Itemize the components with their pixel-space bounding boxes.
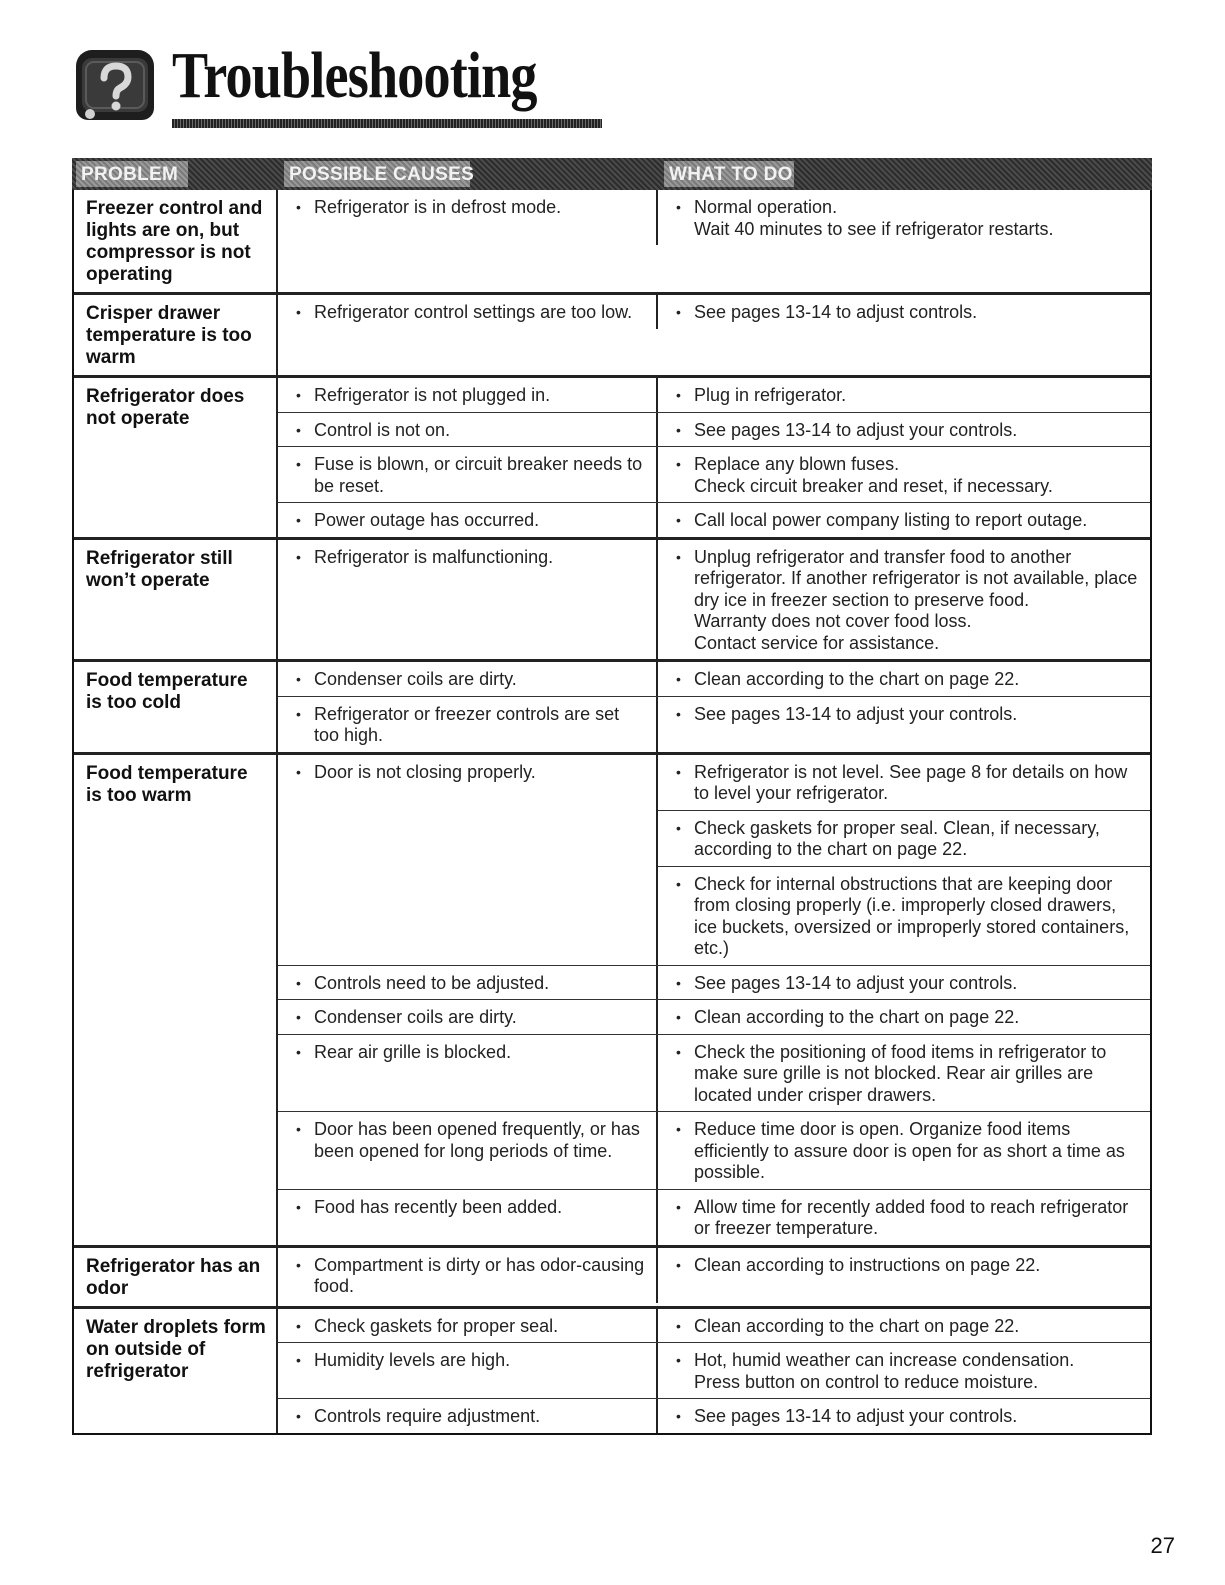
cause-text: Control is not on. bbox=[314, 419, 451, 440]
table-row bbox=[278, 1342, 1150, 1398]
page-title: Troubleshooting bbox=[172, 39, 537, 112]
todo-item bbox=[676, 547, 1140, 655]
cause-cell bbox=[278, 503, 658, 537]
cause-item bbox=[296, 1316, 646, 1338]
table-row bbox=[278, 1034, 1150, 1112]
cause-text: Rear air grille is blocked. bbox=[314, 1041, 512, 1062]
table-row bbox=[278, 1309, 1150, 1343]
todo-text: See pages 13-14 to adjust your controls. bbox=[694, 1406, 1018, 1426]
problem-rows bbox=[278, 295, 1150, 375]
problem-group bbox=[74, 659, 1150, 752]
todo-text: Refrigerator is not level. See page 8 for details on how to level your refrigerator. bbox=[694, 761, 1128, 803]
todo-item bbox=[676, 197, 1140, 240]
todo-item bbox=[676, 1255, 1140, 1277]
table-row bbox=[278, 810, 1150, 866]
problem-label: Water droplets form on outside of refrigerator bbox=[74, 1309, 278, 1433]
cause-text: Power outage has occurred. bbox=[314, 510, 540, 530]
cause-item bbox=[296, 762, 646, 784]
cause-item bbox=[296, 420, 646, 442]
cause-text: Controls need to be adjusted. bbox=[314, 972, 550, 993]
table-row bbox=[278, 540, 1150, 660]
cause-cell bbox=[278, 697, 658, 752]
table-body bbox=[72, 190, 1152, 1435]
cause-text: Refrigerator is malfunctioning. bbox=[314, 546, 554, 567]
cause-cell bbox=[278, 378, 658, 412]
cause-text: Door has been opened frequently, or has been opened for long periods of time. bbox=[314, 1119, 640, 1161]
todo-text: Check gaskets for proper seal. Clean, if necessary, according to the chart on page 22. bbox=[694, 817, 1100, 859]
problem-rows bbox=[278, 1309, 1150, 1433]
todo-item bbox=[676, 973, 1140, 995]
question-mark-icon bbox=[76, 50, 154, 120]
todo-cell bbox=[658, 755, 1150, 810]
todo-text: Clean according to the chart on page 22. bbox=[694, 669, 1020, 689]
todo-item bbox=[676, 874, 1140, 960]
todo-item bbox=[676, 385, 1140, 407]
cause-text: Food has recently been added. bbox=[314, 1196, 563, 1217]
cause-item bbox=[296, 454, 646, 497]
todo-text: See pages 13-14 to adjust your controls. bbox=[694, 703, 1018, 724]
todo-text: Normal operation. Wait 40 minutes to see if refrigerator restarts. bbox=[694, 197, 1054, 239]
table-row bbox=[278, 755, 1150, 810]
todo-cell bbox=[658, 1309, 1150, 1343]
problem-label: Food temperature is too warm bbox=[74, 755, 278, 1245]
table-row bbox=[278, 446, 1150, 502]
cause-cell bbox=[278, 1309, 658, 1343]
cause-item bbox=[296, 1255, 646, 1298]
problem-group bbox=[74, 537, 1150, 660]
table-row bbox=[278, 866, 1150, 965]
cause-item bbox=[296, 704, 646, 747]
cause-text: Refrigerator control settings are too low. bbox=[314, 302, 633, 322]
cause-cell bbox=[278, 1343, 658, 1398]
problem-group bbox=[74, 292, 1150, 375]
table-row bbox=[278, 965, 1150, 1000]
todo-item bbox=[676, 1042, 1140, 1107]
cause-item bbox=[296, 1007, 646, 1029]
todo-cell bbox=[658, 190, 1150, 245]
todo-item bbox=[676, 1197, 1140, 1240]
problem-label: Crisper drawer temperature is too warm bbox=[74, 295, 278, 375]
todo-cell bbox=[658, 1190, 1150, 1245]
cause-cell bbox=[278, 540, 658, 660]
problem-label: Refrigerator does not operate bbox=[74, 378, 278, 537]
todo-cell bbox=[658, 378, 1150, 412]
todo-cell bbox=[658, 1035, 1150, 1112]
cause-cell bbox=[278, 810, 658, 866]
todo-cell bbox=[658, 413, 1150, 447]
problem-group bbox=[74, 375, 1150, 537]
cause-text: Refrigerator is not plugged in. bbox=[314, 385, 551, 405]
todo-cell bbox=[658, 697, 1150, 752]
table-row bbox=[278, 696, 1150, 752]
cause-item bbox=[296, 510, 646, 532]
problem-label: Freezer control and lights are on, but compressor is not operating bbox=[74, 190, 278, 292]
cause-cell bbox=[278, 447, 658, 502]
todo-cell bbox=[658, 1399, 1150, 1433]
cause-text: Condenser coils are dirty. bbox=[314, 1007, 517, 1027]
cause-cell bbox=[278, 1035, 658, 1112]
table-row bbox=[278, 190, 1150, 245]
todo-cell bbox=[658, 295, 1150, 329]
todo-item bbox=[676, 1119, 1140, 1184]
todo-text: See pages 13-14 to adjust your controls. bbox=[694, 972, 1018, 993]
todo-cell bbox=[658, 866, 1150, 965]
problem-group bbox=[74, 1245, 1150, 1306]
cause-cell bbox=[278, 866, 658, 965]
todo-cell bbox=[658, 1000, 1150, 1034]
problem-rows bbox=[278, 662, 1150, 752]
table-header bbox=[72, 158, 1152, 190]
cause-text: Fuse is blown, or circuit breaker needs to be reset. bbox=[314, 454, 643, 496]
todo-text: Hot, humid weather can increase condensation. Press button on control to reduce moisture. bbox=[694, 1350, 1075, 1392]
problem-label: Refrigerator has an odor bbox=[74, 1248, 278, 1306]
todo-text: See pages 13-14 to adjust controls. bbox=[694, 302, 978, 322]
todo-item bbox=[676, 420, 1140, 442]
cause-text: Door is not closing properly. bbox=[314, 761, 536, 782]
todo-text: Clean according to the chart on page 22. bbox=[694, 1007, 1020, 1027]
table-row bbox=[278, 662, 1150, 696]
cause-text: Compartment is dirty or has odor-causing food. bbox=[314, 1254, 645, 1296]
cause-item bbox=[296, 1350, 646, 1372]
todo-item bbox=[676, 454, 1140, 497]
page-number: 27 bbox=[1150, 1533, 1175, 1558]
cause-text: Check gaskets for proper seal. bbox=[314, 1315, 559, 1336]
cause-item bbox=[296, 669, 646, 691]
problem-rows bbox=[278, 755, 1150, 1245]
cause-item bbox=[296, 973, 646, 995]
column-header-causes: POSSIBLE CAUSES bbox=[289, 164, 475, 185]
cause-item bbox=[296, 547, 646, 569]
todo-cell bbox=[658, 810, 1150, 866]
cause-text: Humidity levels are high. bbox=[314, 1350, 511, 1370]
cause-cell bbox=[278, 1248, 658, 1303]
title-underline bbox=[172, 119, 602, 128]
cause-item bbox=[296, 385, 646, 407]
todo-cell bbox=[658, 540, 1150, 660]
table-row bbox=[278, 1111, 1150, 1189]
problem-group bbox=[74, 752, 1150, 1245]
todo-text: Clean according to the chart on page 22. bbox=[694, 1315, 1020, 1336]
todo-text: Replace any blown fuses. Check circuit breaker and reset, if necessary. bbox=[694, 454, 1053, 496]
cause-text: Controls require adjustment. bbox=[314, 1406, 541, 1426]
cause-cell bbox=[278, 413, 658, 447]
problem-group bbox=[74, 190, 1150, 292]
problem-label: Food temperature is too cold bbox=[74, 662, 278, 752]
todo-cell bbox=[658, 1112, 1150, 1189]
todo-text: Call local power company listing to report outage. bbox=[694, 510, 1088, 530]
todo-text: Reduce time door is open. Organize food items efficiently to assure door is open for as short a time as possible. bbox=[694, 1119, 1125, 1182]
problem-rows bbox=[278, 378, 1150, 537]
todo-item bbox=[676, 1350, 1140, 1393]
todo-cell bbox=[658, 966, 1150, 1000]
cause-cell bbox=[278, 295, 658, 329]
todo-item bbox=[676, 762, 1140, 805]
column-header-problem: PROBLEM bbox=[81, 164, 179, 185]
todo-text: Check the positioning of food items in refrigerator to make sure grille is not blocked. Rear air grilles are located under crisper drawers. bbox=[694, 1041, 1107, 1105]
todo-text: Unplug refrigerator and transfer food to another refrigerator. If another refrigerator is not available, place dry ice in freezer section to preserve food. Warranty does not cover food loss. Contact service for assistance. bbox=[694, 546, 1138, 653]
problem-group bbox=[74, 1306, 1150, 1433]
cause-cell bbox=[278, 1000, 658, 1034]
cause-item bbox=[296, 1119, 646, 1162]
todo-cell bbox=[658, 1248, 1150, 1303]
problem-rows bbox=[278, 190, 1150, 292]
todo-item bbox=[676, 1007, 1140, 1029]
todo-text: See pages 13-14 to adjust your controls. bbox=[694, 419, 1018, 440]
troubleshooting-table bbox=[72, 158, 1152, 1435]
cause-text: Condenser coils are dirty. bbox=[314, 669, 517, 689]
table-row bbox=[278, 378, 1150, 412]
cause-item bbox=[296, 302, 646, 324]
cause-item bbox=[296, 1406, 646, 1428]
table-row bbox=[278, 502, 1150, 537]
todo-cell bbox=[658, 503, 1150, 537]
todo-cell bbox=[658, 662, 1150, 696]
cause-item bbox=[296, 1042, 646, 1064]
cause-text: Refrigerator or freezer controls are set too high. bbox=[314, 703, 620, 745]
problem-rows bbox=[278, 540, 1150, 660]
todo-item bbox=[676, 704, 1140, 726]
todo-item bbox=[676, 669, 1140, 691]
cause-item bbox=[296, 1197, 646, 1219]
table-row bbox=[278, 412, 1150, 447]
todo-text: Clean according to instructions on page 22. bbox=[694, 1254, 1041, 1275]
cause-cell bbox=[278, 1190, 658, 1245]
cause-cell bbox=[278, 755, 658, 810]
todo-item bbox=[676, 510, 1140, 532]
todo-text: Check for internal obstructions that are keeping door from closing properly (i.e. improperly closed drawers, ice buckets, oversized or improperly stored containers, etc.) bbox=[694, 873, 1130, 958]
table-row bbox=[278, 1248, 1150, 1303]
column-header-todo: WHAT TO DO bbox=[669, 164, 793, 185]
cause-text: Refrigerator is in defrost mode. bbox=[314, 197, 562, 217]
todo-cell bbox=[658, 447, 1150, 502]
todo-item bbox=[676, 1316, 1140, 1338]
problem-label: Refrigerator still won’t operate bbox=[74, 540, 278, 660]
cause-cell bbox=[278, 1399, 658, 1433]
cause-item bbox=[296, 197, 646, 219]
table-row bbox=[278, 999, 1150, 1034]
cause-cell bbox=[278, 966, 658, 1000]
table-row bbox=[278, 1189, 1150, 1245]
cause-cell bbox=[278, 662, 658, 696]
todo-item bbox=[676, 302, 1140, 324]
todo-text: Plug in refrigerator. bbox=[694, 385, 847, 405]
cause-cell bbox=[278, 1112, 658, 1189]
todo-item bbox=[676, 1406, 1140, 1428]
table-row bbox=[278, 295, 1150, 329]
problem-rows bbox=[278, 1248, 1150, 1306]
cause-cell bbox=[278, 190, 658, 245]
todo-cell bbox=[658, 1343, 1150, 1398]
todo-item bbox=[676, 818, 1140, 861]
table-row bbox=[278, 1398, 1150, 1433]
todo-text: Allow time for recently added food to reach refrigerator or freezer temperature. bbox=[694, 1196, 1129, 1238]
